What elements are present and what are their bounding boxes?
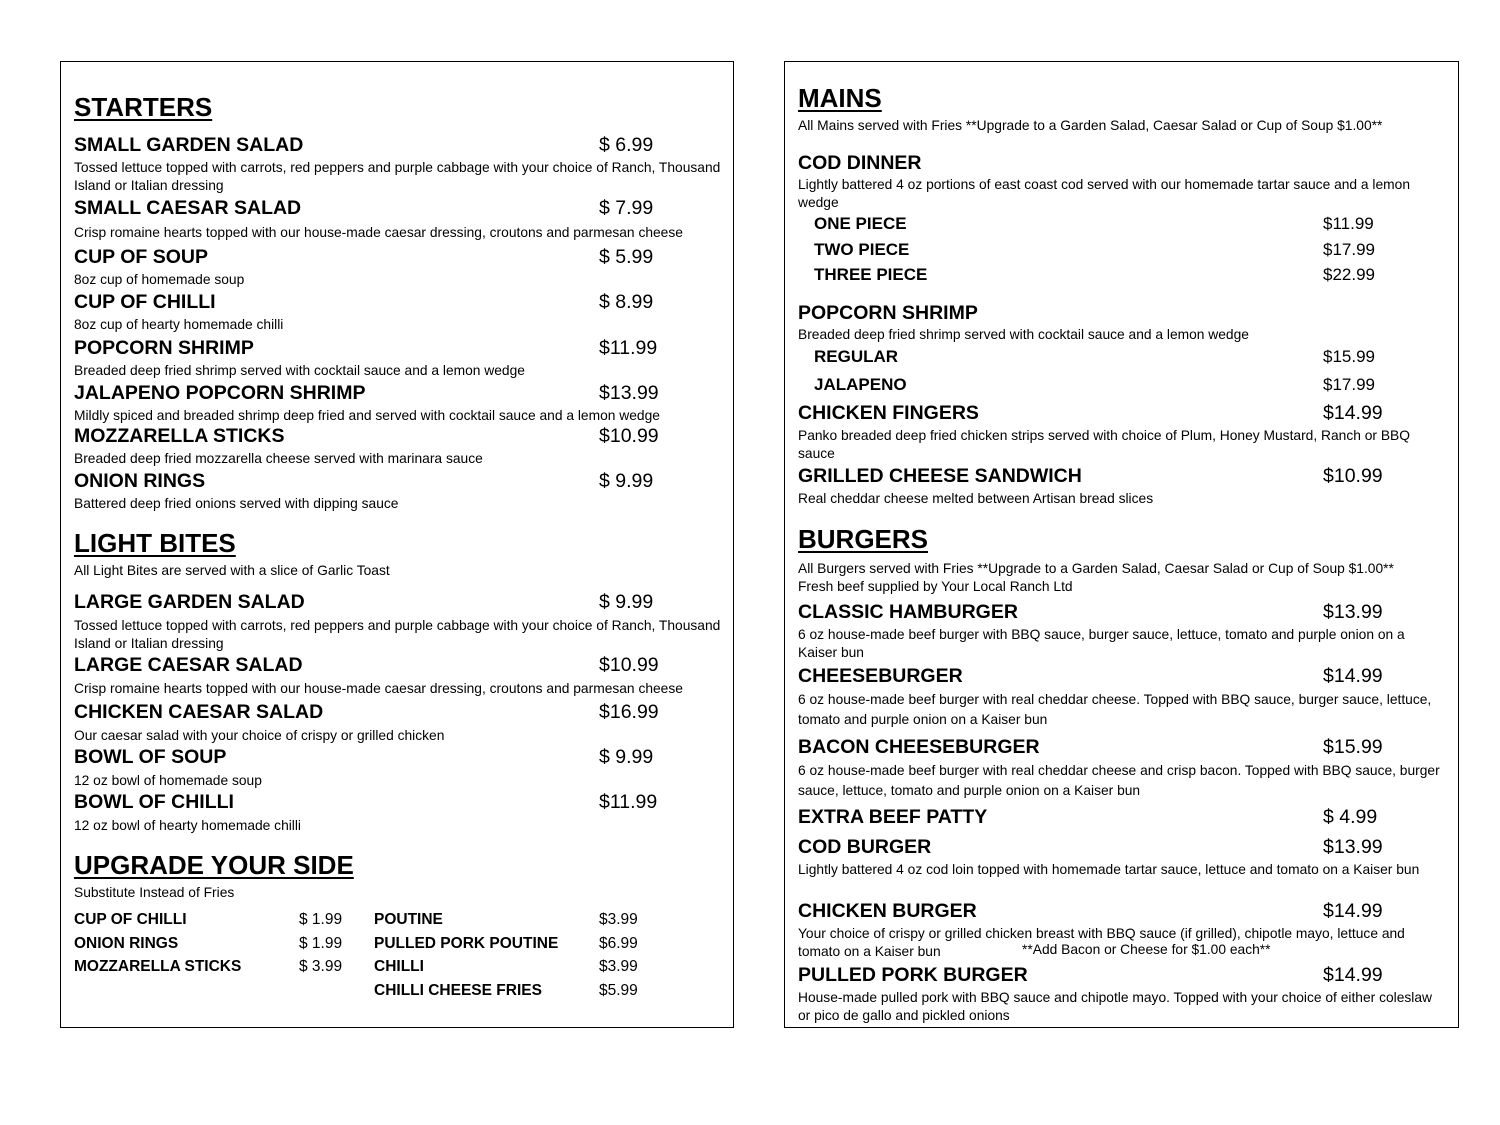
menu-item-price: $16.99 <box>599 701 659 723</box>
menu-item-description: House-made pulled pork with BBQ sauce and chipotle mayo. Topped with your choice of either coleslaw or pico de gallo and pickled onions <box>798 990 1432 1023</box>
menu-item-description: 6 oz house-made beef burger with real cheddar cheese and crisp bacon. Topped with BBQ sauce, burger sauce, lettuce, tomato and purple onion on a Kaiser bun <box>798 763 1440 798</box>
menu-item-price: $10.99 <box>599 654 659 676</box>
menu-item-description: Crisp romaine hearts topped with our house-made caesar dressing, croutons and parmesan cheese <box>74 225 683 240</box>
menu-item-price: $14.99 <box>1323 900 1383 922</box>
menu-item-name: POPCORN SHRIMP <box>74 337 254 359</box>
side-item-name: CHILLI CHEESE FRIES <box>374 982 542 999</box>
side-item-name: ONION RINGS <box>74 935 179 952</box>
menu-option-price: $17.99 <box>1323 375 1375 394</box>
menu-item-name: CHICKEN FINGERS <box>798 402 979 424</box>
menu-item-price: $13.99 <box>599 382 659 404</box>
menu-item-name: COD DINNER <box>798 152 922 174</box>
menu-option-price: $22.99 <box>1323 265 1375 284</box>
side-item-name: POUTINE <box>374 911 443 928</box>
menu-item-name: COD BURGER <box>798 836 932 858</box>
menu-item-name: ONION RINGS <box>74 470 206 492</box>
menu-item-name: CHEESEBURGER <box>798 665 963 687</box>
menu-item-price: $14.99 <box>1323 402 1383 424</box>
menu-item-name: CUP OF CHILLI <box>74 291 216 313</box>
menu-item-price: $13.99 <box>1323 836 1383 858</box>
menu-item-description: 8oz cup of hearty homemade chilli <box>74 317 284 332</box>
menu-item-price: $ 9.99 <box>599 746 654 768</box>
menu-item-price: $ 9.99 <box>599 470 654 492</box>
side-item-name: CUP OF CHILLI <box>74 911 187 928</box>
menu-item-name: BACON CHEESEBURGER <box>798 736 1040 758</box>
menu-item-description: 12 oz bowl of hearty homemade chilli <box>74 818 302 833</box>
menu-item-name: CHICKEN BURGER <box>798 900 977 922</box>
menu-item-description: Lightly battered 4 oz cod loin topped with homemade tartar sauce, lettuce and tomato on a Kaiser bun <box>798 862 1420 877</box>
menu-item-price: $14.99 <box>1323 964 1383 986</box>
menu-item-price: $10.99 <box>599 425 659 447</box>
menu-item-description: Tossed lettuce topped with carrots, red peppers and purple cabbage with your choice of Ranch, Thousand Island or Italian dressing <box>74 618 721 651</box>
menu-item-description: Your choice of crispy or grilled chicken breast with BBQ sauce (if grilled), chipotle mayo, lettuce and tomato on a Kaiser bun <box>798 926 1405 959</box>
menu-item-description: 12 oz bowl of homemade soup <box>74 773 262 788</box>
menu-item-price: $13.99 <box>1323 601 1383 623</box>
menu-item-name: POPCORN SHRIMP <box>798 302 978 324</box>
menu-item-name: MOZZARELLA STICKS <box>74 425 285 447</box>
side-item-price: $ 1.99 <box>299 911 343 928</box>
menu-item-description: Breaded deep fried mozzarella cheese served with marinara sauce <box>74 451 483 466</box>
menu-option-name: TWO PIECE <box>814 240 910 259</box>
menu-item-price: $ 6.99 <box>599 134 654 156</box>
menu-item-name: JALAPENO POPCORN SHRIMP <box>74 382 366 404</box>
menu-item-name: LARGE CAESAR SALAD <box>74 654 303 676</box>
menu-item-name: SMALL GARDEN SALAD <box>74 134 304 156</box>
side-item-name: MOZZARELLA STICKS <box>74 958 242 975</box>
section-note: All Mains served with Fries **Upgrade to a Garden Salad, Caesar Salad or Cup of Soup $1.00** <box>798 118 1383 133</box>
menu-item-price: $11.99 <box>599 337 658 359</box>
menu-item-addon-note: **Add Bacon or Cheese for $1.00 each** <box>1022 942 1271 957</box>
side-item-price: $ 1.99 <box>299 935 343 952</box>
menu-option-price: $15.99 <box>1323 347 1375 366</box>
menu-item-price: $15.99 <box>1323 736 1383 758</box>
menu-item-name: BOWL OF SOUP <box>74 746 227 768</box>
section-title-burgers: BURGERS <box>798 524 929 554</box>
menu-item-description: Our caesar salad with your choice of crispy or grilled chicken <box>74 728 445 743</box>
section-note: All Burgers served with Fries **Upgrade to a Garden Salad, Caesar Salad or Cup of Soup $1.00** <box>798 561 1394 576</box>
section-note: All Light Bites are served with a slice of Garlic Toast <box>74 563 390 578</box>
menu-item-name: EXTRA BEEF PATTY <box>798 806 988 828</box>
side-item-name: PULLED PORK POUTINE <box>374 935 559 952</box>
menu-item-name: BOWL OF CHILLI <box>74 791 234 813</box>
menu-item-name: CHICKEN CAESAR SALAD <box>74 701 324 723</box>
section-title-mains: MAINS <box>798 83 882 113</box>
menu-item-price: $14.99 <box>1323 665 1383 687</box>
menu-option-name: REGULAR <box>814 347 899 366</box>
side-item-price: $ 3.99 <box>299 958 343 975</box>
menu-item-price: $11.99 <box>599 791 658 813</box>
side-item-price: $3.99 <box>599 911 638 928</box>
menu-item-description: 8oz cup of homemade soup <box>74 272 245 287</box>
menu-option-price: $17.99 <box>1323 240 1375 259</box>
menu-option-price: $11.99 <box>1323 214 1374 233</box>
menu-item-price: $ 9.99 <box>599 591 654 613</box>
menu-item-name: CLASSIC HAMBURGER <box>798 601 1018 623</box>
menu-item-description: Panko breaded deep fried chicken strips served with choice of Plum, Honey Mustard, Ranch or BBQ sauce <box>798 428 1410 461</box>
menu-item-description: Tossed lettuce topped with carrots, red peppers and purple cabbage with your choice of Ranch, Thousand Island or Italian dressing <box>74 160 721 193</box>
menu-item-name: LARGE GARDEN SALAD <box>74 591 305 613</box>
menu-item-description: 6 oz house-made beef burger with real cheddar cheese. Topped with BBQ sauce, burger sauce, lettuce, tomato and purple onion on a Kaiser bun <box>798 692 1432 727</box>
side-item-price: $5.99 <box>599 982 638 999</box>
menu-option-name: JALAPENO <box>814 375 907 394</box>
menu-item-description: Real cheddar cheese melted between Artisan bread slices <box>798 491 1154 506</box>
side-item-name: CHILLI <box>374 958 424 975</box>
menu-option-name: THREE PIECE <box>814 265 928 284</box>
side-item-price: $6.99 <box>599 935 638 952</box>
menu-item-price: $ 8.99 <box>599 291 654 313</box>
menu-item-name: CUP OF SOUP <box>74 246 208 268</box>
menu-option-name: ONE PIECE <box>814 214 907 233</box>
section-note: Fresh beef supplied by Your Local Ranch Ltd <box>798 579 1073 594</box>
menu-item-name: PULLED PORK BURGER <box>798 964 1028 986</box>
menu-item-description: Crisp romaine hearts topped with our house-made caesar dressing, croutons and parmesan cheese <box>74 681 683 696</box>
menu-item-description: Breaded deep fried shrimp served with cocktail sauce and a lemon wedge <box>798 327 1249 342</box>
menu-item-description: Battered deep fried onions served with dipping sauce <box>74 496 399 511</box>
side-item-price: $3.99 <box>599 958 638 975</box>
section-title-starters: STARTERS <box>74 92 213 122</box>
menu-item-price: $ 7.99 <box>599 197 654 219</box>
section-title-upgrade-side: UPGRADE YOUR SIDE <box>74 850 354 880</box>
menu-item-price: $10.99 <box>1323 465 1383 487</box>
menu-item-name: SMALL CAESAR SALAD <box>74 197 302 219</box>
menu-item-description: Lightly battered 4 oz portions of east coast cod served with our homemade tartar sauce and a lemon wedge <box>798 177 1411 210</box>
menu-item-description: 6 oz house-made beef burger with BBQ sauce, burger sauce, lettuce, tomato and purple onion on a Kaiser bun <box>798 627 1405 660</box>
section-note: Substitute Instead of Fries <box>74 885 235 900</box>
menu-item-price: $ 4.99 <box>1323 806 1378 828</box>
menu-item-price: $ 5.99 <box>599 246 654 268</box>
menu-item-description: Mildly spiced and breaded shrimp deep fried and served with cocktail sauce and a lemon wedge <box>74 408 660 423</box>
menu-item-description: Breaded deep fried shrimp served with cocktail sauce and a lemon wedge <box>74 363 525 378</box>
section-title-light-bites: LIGHT BITES <box>74 528 236 558</box>
menu-item-name: GRILLED CHEESE SANDWICH <box>798 465 1082 487</box>
